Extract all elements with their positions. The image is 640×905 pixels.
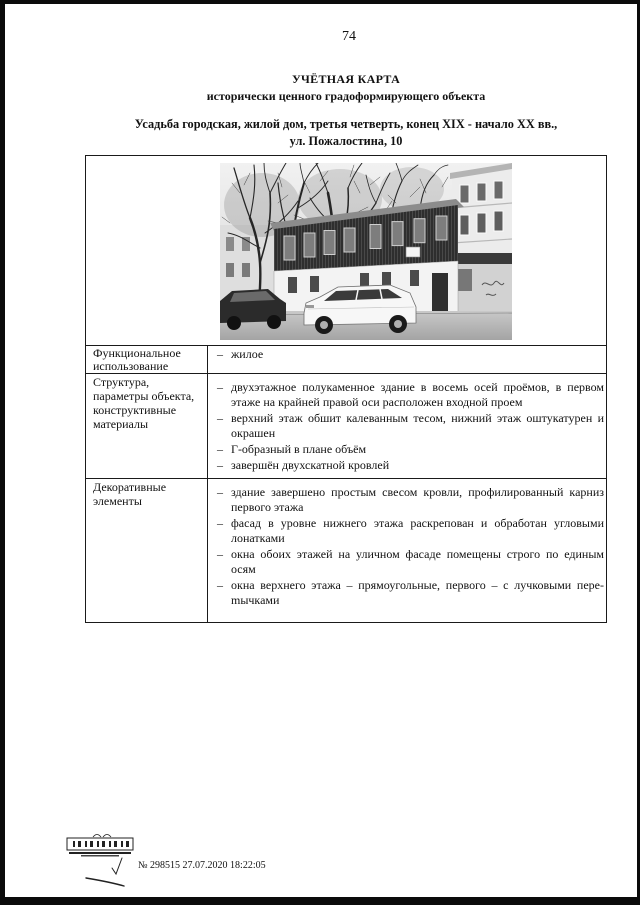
- scan-edge-bottom: [0, 897, 640, 905]
- dash-bullet: –: [217, 442, 223, 456]
- dash-bullet: –: [217, 411, 223, 425]
- dash-bullet: –: [217, 458, 223, 472]
- item-text: здание завершено простым свесом кровли, профилированный карниз первого этажа: [231, 485, 604, 514]
- item-text: верхний этаж обшит калеванным тесом, нижний этаж оштукатурен и окрашен: [231, 411, 604, 440]
- air-conditioner: [406, 247, 420, 257]
- item-text: Г-образный в плане объём: [231, 442, 367, 456]
- row-value: [208, 374, 607, 479]
- item-list: [217, 347, 604, 362]
- item-text: окна верхнего этажа – прямоугольные, первого – с лучковыми переmычками: [231, 578, 604, 607]
- list-item: [217, 458, 604, 473]
- row-value: [208, 479, 607, 623]
- signature-mark: [84, 856, 140, 888]
- item-text: жилое: [231, 347, 264, 361]
- row-label: Функциональное использование: [86, 346, 208, 374]
- item-text: фасад в уровне нижнего этажа раскрепован и обработан угловыми лонатками: [231, 516, 604, 545]
- card-title: УЧЁТНАЯ КАРТА: [291, 72, 401, 86]
- item-text: завершён двухскатной кровлей: [231, 458, 390, 472]
- list-item: [217, 516, 604, 546]
- object-address: ул. Пожалостина, 10: [289, 134, 403, 148]
- dash-bullet: –: [217, 347, 223, 361]
- scan-edge-top: [0, 0, 640, 4]
- list-item: [217, 547, 604, 577]
- entrance-door: [432, 273, 448, 311]
- table-row: [86, 479, 607, 623]
- dash-bullet: –: [217, 485, 223, 499]
- list-item: [217, 485, 604, 515]
- table-row: [86, 374, 607, 479]
- row-label: Декоративные элементы: [86, 479, 208, 623]
- page-number: 74: [342, 29, 356, 44]
- object-name: Усадьба городская, жилой дом, третья четверть, конец XIX - начало XX вв.,: [134, 117, 558, 131]
- photo-cell: [86, 156, 607, 346]
- photo-frame: [86, 156, 605, 344]
- item-text: окна обоих этажей на уличном фасаде помещены строго по единым осям: [231, 547, 604, 576]
- card-subtitle: исторически ценного градоформирующего объекта: [206, 89, 486, 103]
- dash-bullet: –: [217, 578, 223, 592]
- photo-row: [86, 156, 607, 346]
- item-list: [217, 380, 604, 473]
- building-photo: [220, 163, 512, 340]
- list-item: [217, 380, 604, 410]
- list-item: [217, 347, 604, 362]
- dash-bullet: –: [217, 547, 223, 561]
- list-item: [217, 442, 604, 457]
- registration-number: № 298515 27.07.2020 18:22:05: [138, 860, 266, 871]
- row-value: [208, 346, 607, 374]
- scan-edge-left: [0, 0, 5, 905]
- table-row: [86, 346, 607, 374]
- dash-bullet: –: [217, 380, 223, 394]
- list-item: [217, 411, 604, 441]
- dash-bullet: –: [217, 516, 223, 530]
- item-text: двухэтажное полукаменное здание в восемь осей проёмов, в первом этаже на крайней правой оси расположен входной проем: [231, 380, 604, 409]
- item-list: [217, 485, 604, 608]
- row-label: Структура, параметры объекта, конструктивные материалы: [86, 374, 208, 479]
- list-item: [217, 578, 604, 608]
- neighbor-building: [450, 163, 512, 313]
- card-table: [85, 155, 607, 623]
